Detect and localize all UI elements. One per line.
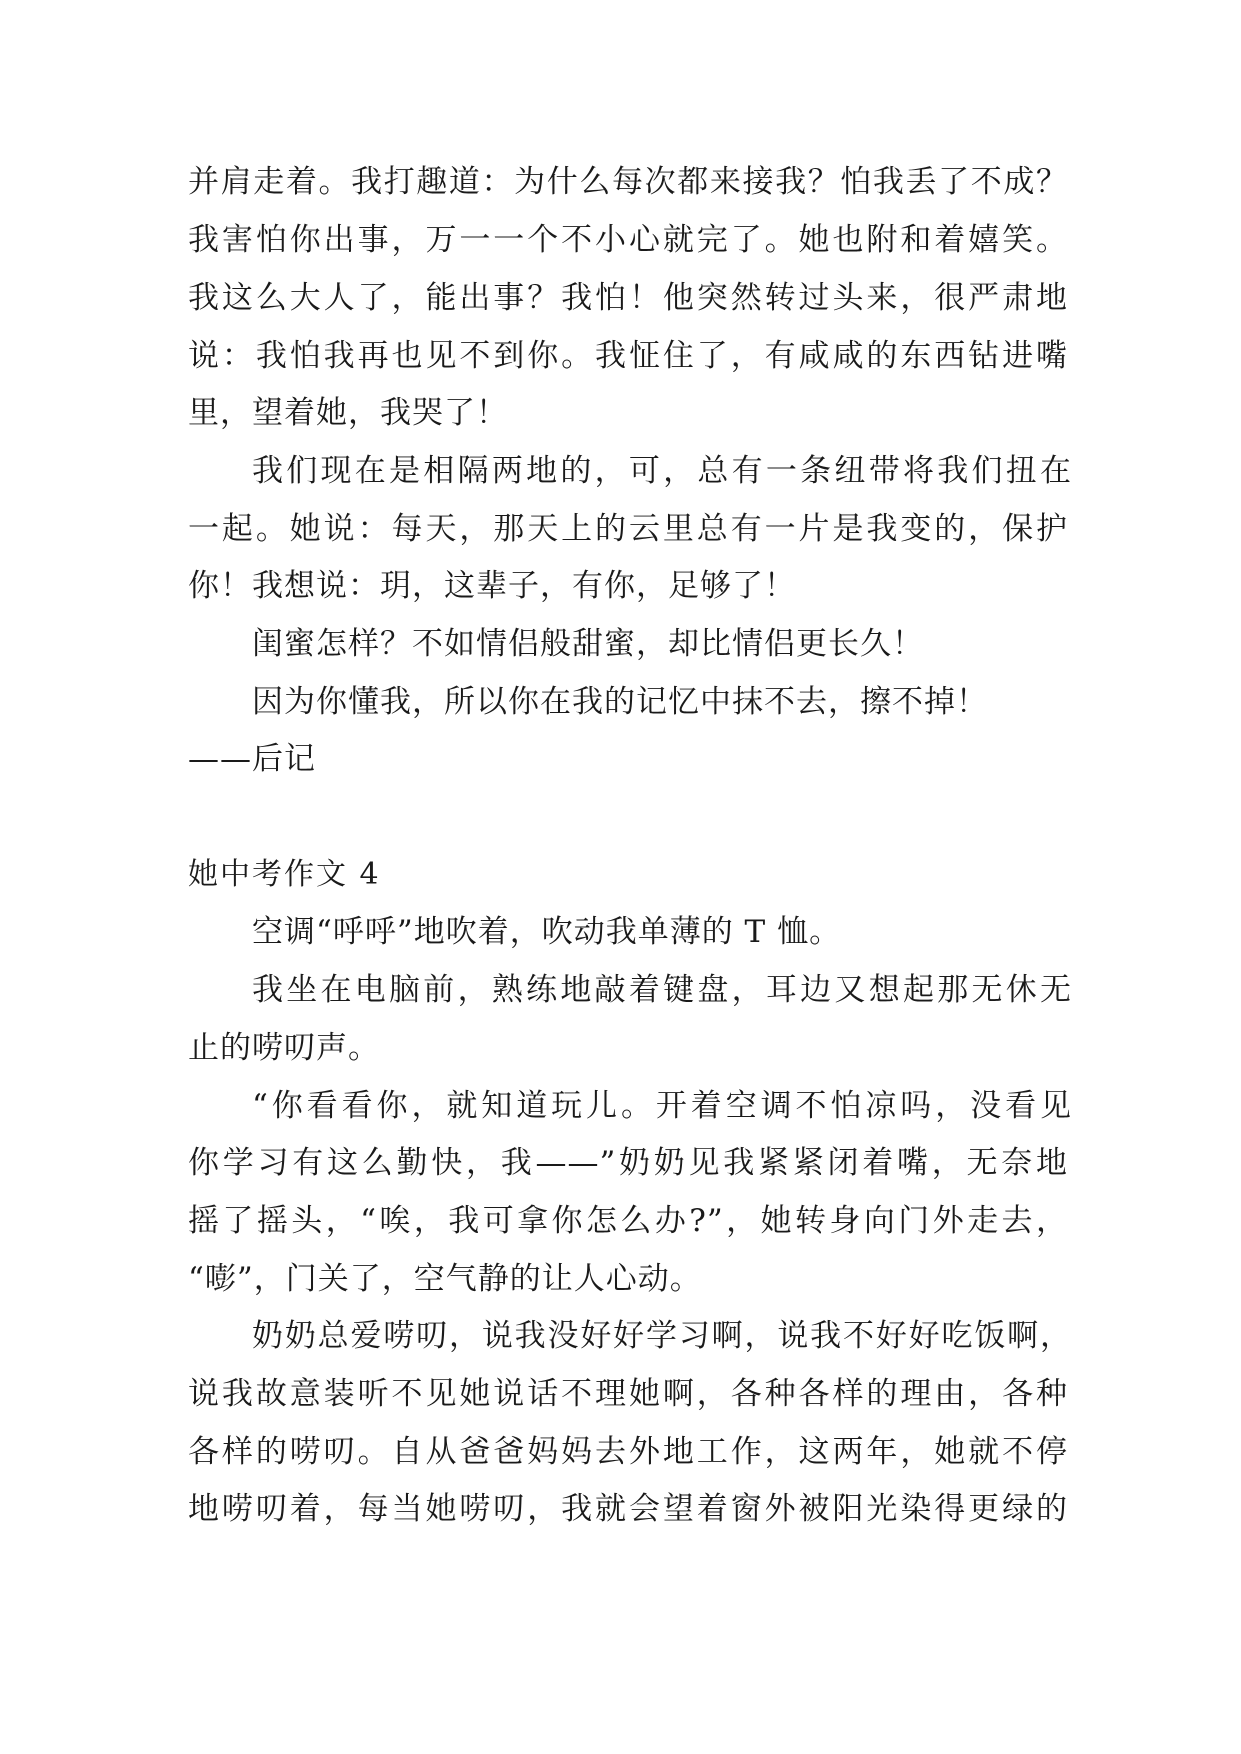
text-line: 里，望着她，我哭了！ xyxy=(188,395,508,431)
text-line: 你！我想说：玥，这辈子，有你，足够了！ xyxy=(188,568,796,604)
paragraph-first-line: 奶奶总爱唠叨，说我没好好学习啊，说我不好好吃饭啊， xyxy=(252,1318,1072,1354)
text-line: 说我故意装听不见她说话不理她啊，各种各样的理由，各种 xyxy=(188,1376,1068,1412)
afterword-label: ——后记 xyxy=(188,741,316,777)
paragraph-first-line: 空调“呼呼”地吹着，吹动我单薄的 T 恤。 xyxy=(252,914,842,950)
paragraph-first-line: 因为你懂我，所以你在我的记忆中抹不去，擦不掉！ xyxy=(252,684,988,720)
text-line: 地唠叨着，每当她唠叨，我就会望着窗外被阳光染得更绿的 xyxy=(188,1491,1068,1527)
text-line: 我害怕你出事，万一一个不小心就完了。她也附和着嬉笑。 xyxy=(188,222,1068,258)
text-line: 各样的唠叨。自从爸爸妈妈去外地工作，这两年，她就不停 xyxy=(188,1434,1068,1470)
text-line: “嘭”，门关了，空气静的让人心动。 xyxy=(188,1261,702,1297)
text-line: 止的唠叨声。 xyxy=(188,1030,380,1066)
paragraph-first-line: “你看看你，就知道玩儿。开着空调不怕凉吗，没看见 xyxy=(252,1088,1072,1124)
text-line: 并肩走着。我打趣道：为什么每次都来接我？怕我丢了不成？ xyxy=(188,164,1068,200)
paragraph-first-line: 闺蜜怎样？不如情侣般甜蜜，却比情侣更长久！ xyxy=(252,626,924,662)
paragraph-first-line: 我坐在电脑前，熟练地敲着键盘，耳边又想起那无休无 xyxy=(252,972,1072,1008)
text-line: 摇了摇头，“唉，我可拿你怎么办?”，她转身向门外走去， xyxy=(188,1203,1068,1239)
section-heading: 她中考作文 4 xyxy=(188,857,381,892)
text-line: 一起。她说：每天，那天上的云里总有一片是我变的，保护 xyxy=(188,511,1068,547)
paragraph-first-line: 我们现在是相隔两地的，可，总有一条纽带将我们扭在 xyxy=(252,453,1072,489)
text-line: 说：我怕我再也见不到你。我怔住了，有咸咸的东西钻进嘴 xyxy=(188,338,1068,374)
text-line: 你学习有这么勤快，我——”奶奶见我紧紧闭着嘴，无奈地 xyxy=(188,1145,1068,1181)
text-line: 我这么大人了，能出事？我怕！他突然转过头来，很严肃地 xyxy=(188,280,1068,316)
